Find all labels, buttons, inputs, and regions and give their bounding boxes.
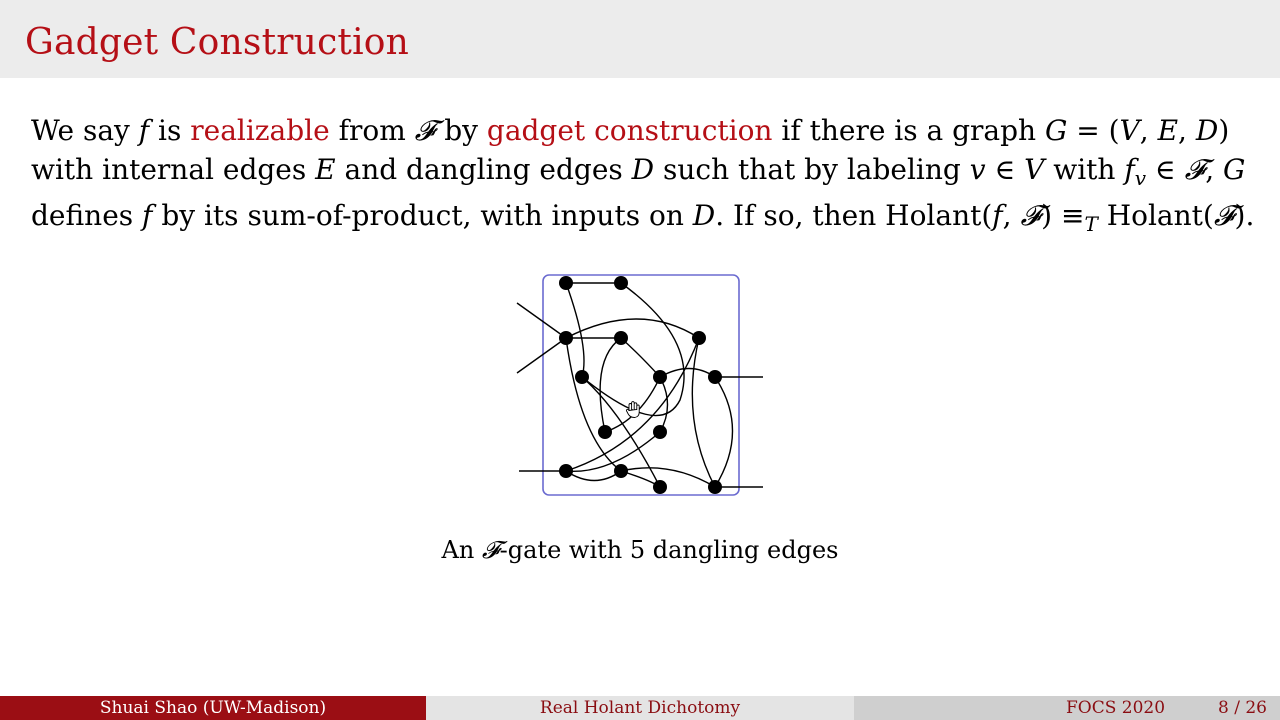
footer-bar bbox=[0, 696, 1280, 720]
math-D: D bbox=[1195, 114, 1219, 147]
gate-boundary-box bbox=[543, 275, 739, 495]
text-segment: such that by labeling bbox=[654, 152, 970, 186]
internal-edge bbox=[566, 338, 621, 471]
caption-text: -gate with 5 dangling edges bbox=[499, 536, 839, 564]
internal-edge bbox=[660, 377, 668, 432]
math-f: f bbox=[992, 199, 1003, 232]
math-subscript-v: v bbox=[1134, 165, 1147, 190]
math-F: 𝓕 bbox=[481, 536, 500, 564]
internal-edge bbox=[621, 468, 715, 487]
term-realizable: realizable bbox=[190, 114, 330, 147]
text-segment: from bbox=[329, 114, 415, 147]
vertex bbox=[653, 480, 667, 494]
figure-caption bbox=[0, 536, 1280, 564]
math-G: G bbox=[1044, 114, 1068, 147]
definition-line-3 bbox=[31, 197, 1266, 244]
math-D: D bbox=[631, 152, 655, 186]
internal-edge bbox=[715, 377, 733, 487]
vertex bbox=[708, 480, 722, 494]
dangling-edges bbox=[517, 303, 763, 487]
vertex bbox=[575, 370, 589, 384]
caption-text: An bbox=[441, 536, 482, 564]
internal-edge bbox=[660, 369, 715, 378]
internal-edge bbox=[566, 471, 621, 481]
vertex bbox=[559, 276, 573, 290]
math-F: 𝓕 bbox=[414, 114, 436, 147]
vertex bbox=[614, 464, 628, 478]
text-segment: with bbox=[1044, 152, 1125, 186]
text-segment: , bbox=[1205, 152, 1224, 186]
footer-right bbox=[854, 696, 1280, 720]
math-f: f bbox=[142, 199, 153, 232]
math-f: f bbox=[1124, 152, 1135, 186]
vertex bbox=[614, 331, 628, 345]
vertices bbox=[559, 276, 722, 494]
footer-author: Shuai Shao (UW-Madison) bbox=[0, 696, 426, 720]
internal-edge bbox=[566, 319, 699, 338]
vertex bbox=[614, 276, 628, 290]
vertex bbox=[653, 425, 667, 439]
definition-line-2 bbox=[31, 151, 1266, 198]
footer-page-number: 8 / 26 bbox=[1218, 698, 1267, 718]
math-v: v bbox=[969, 152, 986, 186]
definition-line-1 bbox=[31, 112, 1266, 151]
text-segment: Holant( bbox=[1097, 199, 1214, 232]
text-segment: = ( bbox=[1067, 114, 1120, 147]
math-E: E bbox=[1157, 114, 1179, 147]
text-segment: ) ≡ bbox=[1041, 199, 1085, 232]
internal-edge bbox=[566, 283, 584, 377]
internal-edges bbox=[566, 283, 733, 487]
text-segment: by bbox=[435, 114, 487, 147]
text-segment: by its sum-of-product, with inputs on bbox=[152, 199, 693, 232]
internal-edge bbox=[692, 338, 715, 487]
dangling-edge bbox=[517, 303, 566, 338]
math-subscript-T: T bbox=[1084, 212, 1098, 236]
math-G: G bbox=[1223, 152, 1246, 186]
math-F: 𝓕 bbox=[1213, 199, 1235, 232]
math-E: E bbox=[315, 152, 336, 186]
text-segment: if there is a graph bbox=[772, 114, 1045, 147]
dangling-edge bbox=[517, 338, 566, 373]
f-gate-diagram bbox=[500, 260, 780, 510]
math-F: 𝓕 bbox=[1020, 199, 1042, 232]
text-segment: , bbox=[1139, 114, 1158, 147]
text-segment: , bbox=[1178, 114, 1196, 147]
vertex bbox=[653, 370, 667, 384]
text-segment: , bbox=[1002, 199, 1021, 232]
math-D: D bbox=[692, 199, 716, 232]
text-segment: ). bbox=[1234, 199, 1255, 232]
title-bar bbox=[0, 0, 1280, 78]
math-F: 𝓕 bbox=[1184, 152, 1206, 186]
math-V: V bbox=[1024, 152, 1045, 186]
vertex bbox=[598, 425, 612, 439]
internal-edge bbox=[621, 338, 660, 377]
vertex bbox=[692, 331, 706, 345]
text-segment: ∈ bbox=[985, 152, 1025, 186]
text-segment: and dangling edges bbox=[335, 152, 632, 186]
math-V: V bbox=[1119, 114, 1140, 147]
vertex bbox=[559, 331, 573, 345]
text-segment: We say bbox=[31, 114, 139, 147]
text-segment: with internal edges bbox=[31, 152, 316, 186]
math-f: f bbox=[138, 114, 150, 147]
text-segment: ) bbox=[1218, 114, 1230, 147]
text-segment: . If so, then Holant( bbox=[715, 199, 993, 232]
text-segment: defines bbox=[31, 199, 143, 232]
footer-conference: FOCS 2020 bbox=[1066, 698, 1166, 718]
text-segment: is bbox=[149, 114, 191, 147]
vertex bbox=[559, 464, 573, 478]
definition-paragraph bbox=[31, 112, 1266, 244]
term-gadget-construction: gadget construction bbox=[486, 114, 773, 147]
text-segment: ∈ bbox=[1146, 152, 1185, 186]
footer-talk-title: Real Holant Dichotomy bbox=[426, 696, 854, 720]
vertex bbox=[708, 370, 722, 384]
slide-title: Gadget Construction bbox=[25, 22, 410, 63]
